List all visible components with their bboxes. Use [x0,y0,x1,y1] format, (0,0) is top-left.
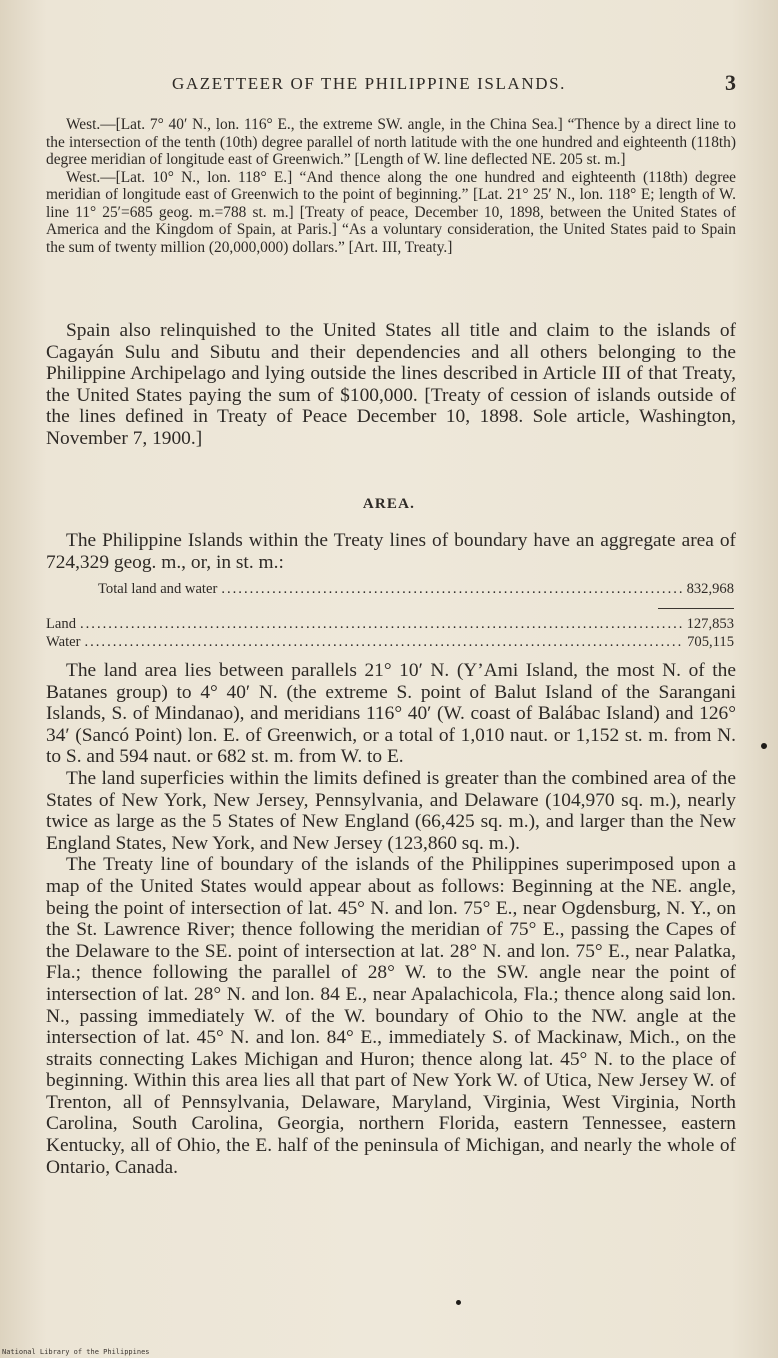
west-note-1: West.—[Lat. 7° 40′ N., lon. 116° E., the extreme SW. angle, in the China Sea.] “Thence by a direct line to the intersection of the tenth (10th) degree parallel of north latitude with the one hundred and eighteenth (118th) degree meridian of longitude east of Greenwich.” [Length of W. line deflected NE. 205 st. m.] [46,116,736,168]
treaty-boundary-notes [46,116,736,256]
leader-dots [80,616,683,633]
west-note-2: West.—[Lat. 10° N., lon. 118° E.] “And thence along the one hundred and eighteenth (118th) degree meridian of longitude east of Greenwich to the point of beginning.” [Lat. 21° 25′ N., lon. 118° E; length of W. line 11° 25′=685 geog. m.=788 st. m.] [Treaty of peace, December 10, 1898, between the United States of America and the Kingdom of Spain, at Paris.] “As a voluntary consideration, the United States paid to Spain the sum of twenty million (20,000,000) dollars.” [Art. III, Treaty.] [46,168,736,256]
running-title: GAZETTEER OF THE PHILIPPINE ISLANDS. [172,74,566,93]
area-row-land [46,616,734,633]
page-number: 3 [725,70,736,95]
area-intro-block [46,530,736,573]
area-row-total [98,581,734,598]
relinquishment-paragraph: Spain also relinquished to the United States all title and claim to the islands of Cagayán Sulu and Sibutu and their dependencies and all others belonging to the Philippine Archipelago and lying outside the lines described in Article III of that Treaty, the United States paying the sum of $100,000. [Treaty of cession of islands outside of the lines defined in Treaty of Peace December 10, 1898. Sole article, Washington, November 7, 1900.] [46,320,736,449]
area-row-total-value: 832,968 [686,581,734,597]
sum-rule [658,608,734,609]
area-row-water-value: 705,115 [687,634,734,650]
section-heading-area: AREA. [362,496,416,512]
body-text-block [46,660,736,1178]
area-row-total-label: Total land and water [98,581,218,597]
area-row-water-label: Water [46,634,81,650]
area-intro-paragraph: The Philippine Islands within the Treaty lines of boundary have an aggregate area of 724,329 geog. m., or, in st. m.: [46,530,736,573]
boundary-map-paragraph: The Treaty line of boundary of the islands of the Philippines superimposed upon a map of the United States would appear about as follows: Beginning at the NE. angle, being the point of intersection of lat. 45° N. and lon. 75° E., near Ogdensburg, N. Y., on the St. Lawrence River; thence following the meridian of 75° E., passing the Capes of the Delaware to the SE. point of intersection at lat. 28° N. and lon. 75° E., near Palatka, Fla.; thence following the parallel of 28° W. to the SW. angle near the point of intersection of lat. 28° N. and lon. 84 E., near Apalachicola, Fla.; thence along said lon. N., passing immediately W. of the W. boundary of Ohio to the NW. angle at the intersection of lat. 45° N. and lon. 84° E., immediately S. of Mackinaw, Mich., on the straits connecting Lakes Michigan and Huron; thence along lat. 45° N. to the place of beginning. Within this area lies all that part of New York W. of Utica, New Jersey W. of Trenton, all of Pennsylvania, Delaware, Maryland, Virginia, West Virginia, North Carolina, South Carolina, Georgia, northern Florida, eastern Tennessee, eastern Kentucky, all of Ohio, the E. half of the peninsula of Michigan, and nearly the whole of Ontario, Canada. [46,854,736,1178]
area-row-water [46,634,734,651]
library-credit: National Library of the Philippines [2,1348,150,1356]
margin-dot [456,1300,461,1305]
leader-dots [84,634,683,651]
area-row-land-label: Land [46,616,76,632]
superficies-paragraph: The land superficies within the limits defined is greater than the combined area of the States of New York, New Jersey, Pennsylvania, and Delaware (104,970 sq. m.), nearly twice as large as the 5 States of New England (66,425 sq. m.), and larger than the New England States, New York, and New Jersey (123,860 sq. m.). [46,767,736,854]
running-header [42,72,736,100]
land-area-paragraph: The land area lies between parallels 21° 10′ N. (Y’Ami Island, the most N. of the Batanes group) to 4° 40′ N. (the extreme S. point of Balut Island of the Sarangani Islands, S. of Mindanao), and meridians 116° 40′ (W. coast of Balábac Island) and 126° 34′ (Sancó Point) lon. E. of Greenwich, or a total of 1,010 naut. or 1,152 st. m. from N. to S. and 594 naut. or 682 st. m. from W. to E. [46,660,736,768]
area-row-land-value: 127,853 [686,616,734,632]
leader-dots [221,581,682,598]
margin-dot [761,743,767,749]
relinquishment-paragraph-block [46,320,736,450]
